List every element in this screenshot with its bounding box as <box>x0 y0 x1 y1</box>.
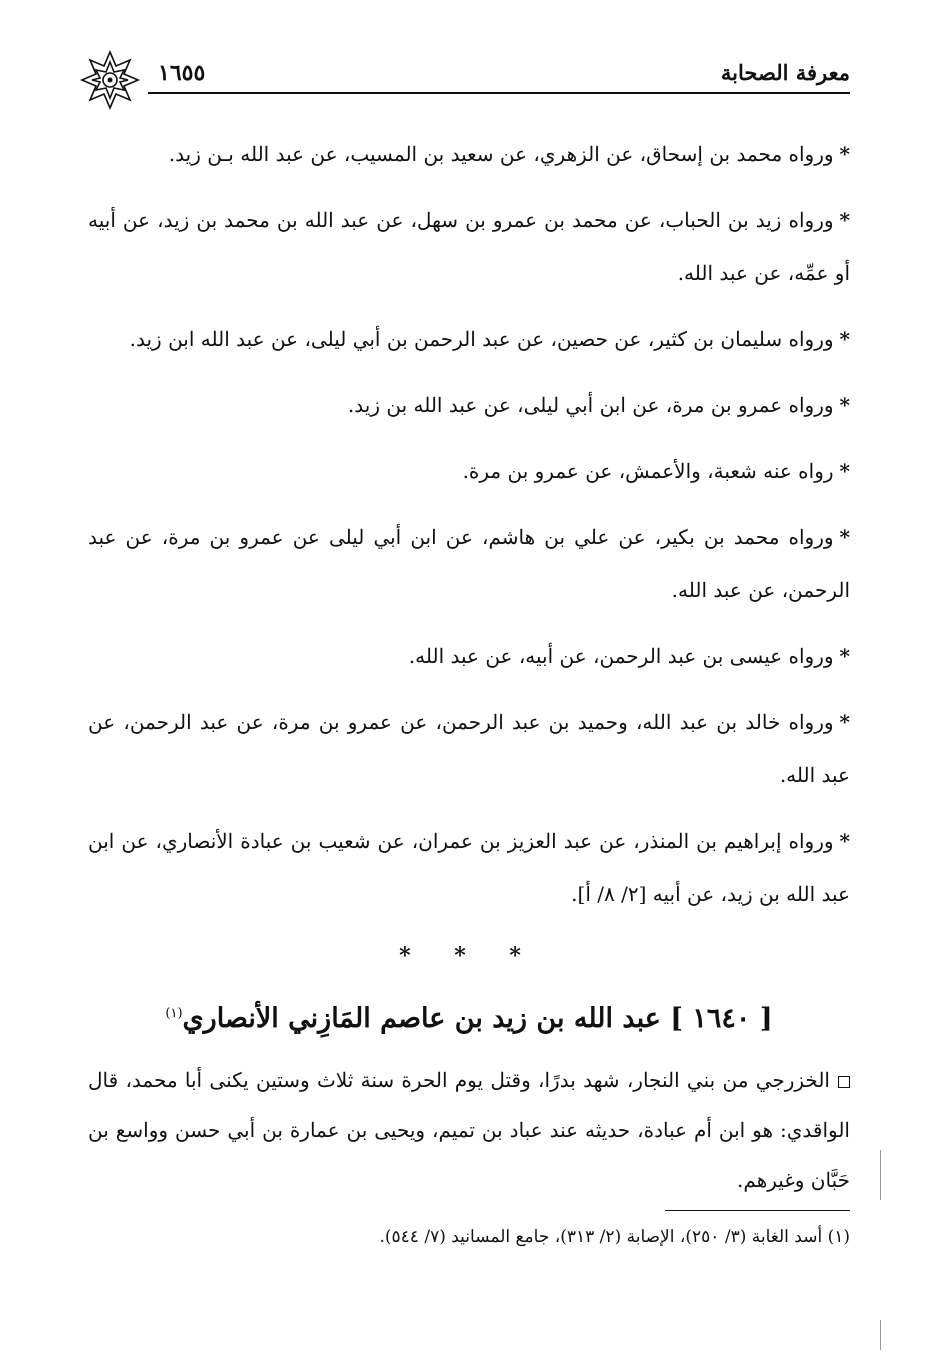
scan-margin-mark <box>880 1320 881 1350</box>
star-rosette-icon <box>78 48 142 112</box>
narration-paragraph <box>88 379 850 432</box>
narration-paragraph <box>88 696 850 802</box>
paragraph-text: ورواه محمد بن بكير، عن علي بن هاشم، عن ابن أبي ليلى عن عمرو بن مرة، عن عبد الرحمن، عن عبد الله. <box>88 525 850 602</box>
entry-biography <box>88 1055 850 1205</box>
paragraph-text: ورواه إبراهيم بن المنذر، عن عبد العزيز بن عمران، عن شعيب بن عبادة الأنصاري، عن ابن عبد الله بن زيد، عن أبيه [٢/ ٨/ أ]. <box>88 829 850 906</box>
paragraph-text: رواه عنه شعبة، والأعمش، عن عمرو بن مرة. <box>462 459 834 483</box>
footnote-reference: (١) <box>165 1006 183 1021</box>
entry-title-text: [ ١٦٤٠ ] عبد الله بن زيد بن عاصم المَازِني الأنصاري <box>182 1003 773 1034</box>
entry-title <box>88 984 850 1049</box>
narration-paragraph <box>88 815 850 921</box>
asterisk-marker: * <box>839 459 850 483</box>
asterisk-marker: * <box>839 644 850 668</box>
asterisk-marker: * <box>839 208 850 232</box>
paragraph-text: ورواه زيد بن الحباب، عن محمد بن عمرو بن سهل، عن عبد الله بن محمد بن زيد، عن أبيه أو عمِّه، عن عبد الله. <box>88 208 850 285</box>
asterisk-marker: * <box>839 142 850 166</box>
asterisk-marker: * <box>839 327 850 351</box>
section-separator: * * * <box>399 943 539 969</box>
narration-paragraph <box>88 445 850 498</box>
narration-paragraph <box>88 128 850 181</box>
narration-paragraph <box>88 194 850 300</box>
footnote <box>200 1222 850 1252</box>
page-body <box>88 128 850 1205</box>
paragraph-text: ورواه خالد بن عبد الله، وحميد بن عبد الرحمن، عن عمرو بن مرة، عن عبد الرحمن، عن عبد الله. <box>88 710 850 787</box>
paragraph-text: ورواه عيسى بن عبد الرحمن، عن أبيه، عن عبد الله. <box>408 644 834 668</box>
page-number: ١٦٥٥ <box>158 60 206 86</box>
footnote-number: (١) <box>827 1227 850 1247</box>
page-header <box>78 48 850 96</box>
paragraph-text: ورواه سليمان بن كثير، عن حصين، عن عبد الرحمن بن أبي ليلى، عن عبد الله ابن زيد. <box>129 327 834 351</box>
biography-text: الخزرجي من بني النجار، شهد بدرًا، وقتل يوم الحرة سنة ثلاث وستين يكنى أبا محمد، قال الواقدي: هو ابن أم عبادة، حديثه عند عباد بن تميم، ويحيى بن عمارة بن أبي حسن وواسع بن حَبَّان وغيرهم. <box>88 1068 850 1192</box>
narration-paragraph <box>88 511 850 617</box>
asterisk-marker: * <box>839 525 850 549</box>
asterisk-marker: * <box>839 829 850 853</box>
narration-paragraph <box>88 313 850 366</box>
narration-paragraph <box>88 630 850 683</box>
book-title: معرفة الصحابة <box>720 60 850 85</box>
footnote-text: أسد الغابة (٣/ ٢٥٠)، الإصابة (٢/ ٣١٣)، جامع المسانيد (٧/ ٥٤٤). <box>379 1227 823 1247</box>
square-bullet-icon <box>838 1076 850 1088</box>
paragraph-text: ورواه عمرو بن مرة، عن ابن أبي ليلى، عن عبد الله بن زيد. <box>347 393 834 417</box>
paragraph-text: ورواه محمد بن إسحاق، عن الزهري، عن سعيد بن المسيب، عن عبد الله بـن زيد. <box>168 142 834 166</box>
footnote-rule <box>665 1210 850 1211</box>
asterisk-marker: * <box>839 710 850 734</box>
asterisk-marker: * <box>839 393 850 417</box>
scan-margin-mark <box>880 1150 881 1200</box>
header-rule <box>148 92 850 94</box>
